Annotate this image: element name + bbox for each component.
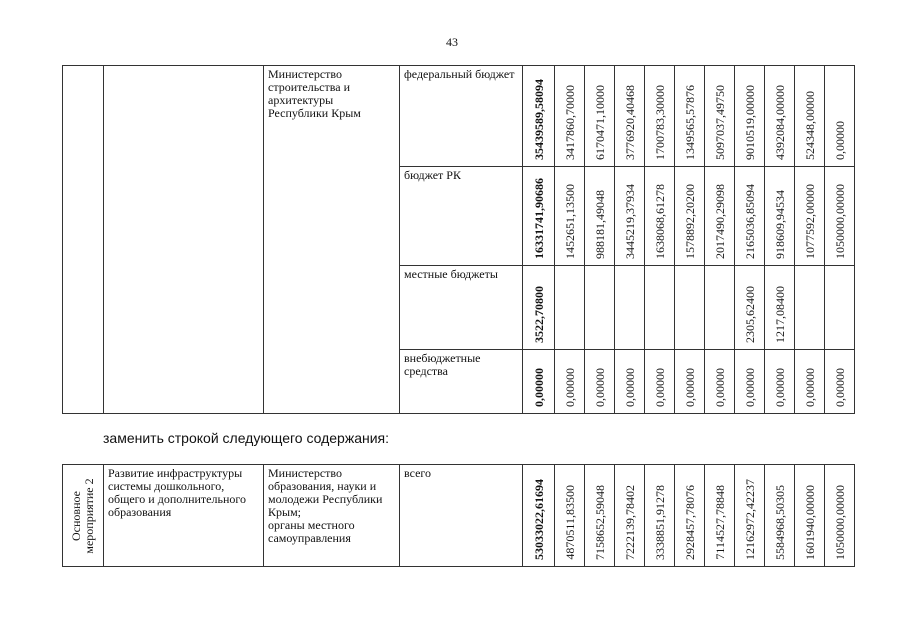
budget-table-original	[62, 65, 855, 414]
description-text: Развитие инфраструктуры системы дошкольного, общего и дополнительного образования	[108, 466, 246, 519]
year-value: 6170471,10000	[592, 85, 607, 160]
budget-table-replacement	[62, 464, 855, 567]
value-cell	[675, 266, 705, 350]
source-label: местные бюджеты	[404, 267, 498, 281]
source-cell	[400, 266, 523, 350]
value-cell	[795, 167, 825, 266]
year-value: 1700783,30000	[652, 85, 667, 160]
total-value: 0,00000	[531, 368, 546, 407]
value-cell	[585, 266, 615, 350]
year-value: 7222139,78402	[622, 485, 637, 560]
value-cell	[523, 167, 555, 266]
value-cell	[615, 266, 645, 350]
source-cell	[400, 66, 523, 167]
value-cell	[615, 465, 645, 567]
year-value: 3445219,37934	[622, 184, 637, 259]
ministry-line2: органы местного самоуправления	[268, 518, 355, 545]
value-cell	[645, 66, 675, 167]
year-value: 0,00000	[562, 368, 577, 407]
year-value: 2305,62400	[742, 286, 757, 343]
year-value: 4870511,83500	[562, 485, 577, 560]
year-value: 5097037,49750	[712, 85, 727, 160]
value-cell	[825, 167, 855, 266]
description-cell	[104, 465, 264, 567]
value-cell	[765, 465, 795, 567]
source-label: всего	[404, 466, 432, 480]
value-cell	[555, 350, 585, 414]
value-cell	[675, 66, 705, 167]
value-cell	[645, 465, 675, 567]
year-value: 1217,08400	[772, 286, 787, 343]
year-value: 0,00000	[772, 368, 787, 407]
value-cell	[523, 66, 555, 167]
value-cell	[735, 266, 765, 350]
ministry-line1: Министерство образования, науки и молодежи Республики Крым;	[268, 466, 383, 519]
value-cell	[645, 266, 675, 350]
year-value: 2928457,78076	[682, 485, 697, 560]
value-cell	[825, 350, 855, 414]
year-value: 1638068,61278	[652, 184, 667, 259]
source-cell	[400, 167, 523, 266]
year-value: 0,00000	[592, 368, 607, 407]
value-cell	[795, 266, 825, 350]
empty-description-cell	[104, 66, 264, 414]
year-value: 2017490,29098	[712, 184, 727, 259]
total-value: 3522,70800	[531, 286, 546, 343]
source-cell	[400, 465, 523, 567]
value-cell	[825, 465, 855, 567]
year-value: 1601940,00000	[802, 485, 817, 560]
year-value: 4392084,00000	[772, 85, 787, 160]
total-value: 53033022,61694	[531, 479, 546, 560]
value-cell	[705, 66, 735, 167]
year-value: 1452651,13500	[562, 184, 577, 259]
year-value: 2165036,85094	[742, 184, 757, 259]
total-value: 35439589,58094	[531, 79, 546, 160]
year-value: 0,00000	[802, 368, 817, 407]
year-value: 0,00000	[832, 121, 847, 160]
measure-label	[70, 478, 96, 553]
value-cell	[585, 167, 615, 266]
year-value: 5584968,50305	[772, 485, 787, 560]
value-cell	[585, 66, 615, 167]
year-value: 0,00000	[622, 368, 637, 407]
value-cell	[555, 266, 585, 350]
value-cell	[555, 66, 585, 167]
value-cell	[765, 266, 795, 350]
value-cell	[735, 66, 765, 167]
value-cell	[615, 66, 645, 167]
value-cell	[555, 465, 585, 567]
value-cell	[735, 350, 765, 414]
value-cell	[705, 266, 735, 350]
measure-label-line1: Основное	[69, 490, 83, 541]
year-value: 3776920,40468	[622, 85, 637, 160]
value-cell	[615, 350, 645, 414]
year-value: 3417860,70000	[562, 85, 577, 160]
year-value: 0,00000	[742, 368, 757, 407]
source-label: федеральный бюджет	[404, 67, 515, 81]
year-value: 0,00000	[832, 368, 847, 407]
measure-label-line2: мероприятие 2	[82, 477, 96, 554]
ministry-text	[264, 465, 399, 547]
page-number: 43	[446, 35, 458, 49]
value-cell	[795, 66, 825, 167]
value-cell	[645, 167, 675, 266]
ministry-cell	[264, 465, 400, 567]
year-value: 12162972,42237	[742, 479, 757, 560]
empty-label-cell	[63, 66, 104, 414]
year-value: 0,00000	[652, 368, 667, 407]
year-value: 0,00000	[682, 368, 697, 407]
value-cell	[615, 167, 645, 266]
value-cell	[585, 465, 615, 567]
ministry-text: Министерство строительства и архитектуры Республики Крым	[268, 67, 361, 120]
value-cell	[735, 167, 765, 266]
ministry-cell	[264, 66, 400, 414]
value-cell	[705, 350, 735, 414]
value-cell	[795, 350, 825, 414]
year-value: 918609,94534	[772, 190, 787, 259]
value-cell	[705, 167, 735, 266]
value-cell	[523, 465, 555, 567]
value-cell	[523, 266, 555, 350]
value-cell	[765, 350, 795, 414]
value-cell	[765, 167, 795, 266]
value-cell	[585, 350, 615, 414]
value-cell	[795, 465, 825, 567]
value-cell	[645, 350, 675, 414]
year-value: 9010519,00000	[742, 85, 757, 160]
year-value: 0,00000	[712, 368, 727, 407]
value-cell	[765, 66, 795, 167]
value-cell	[555, 167, 585, 266]
value-cell	[825, 266, 855, 350]
year-value: 7114527,78848	[712, 485, 727, 560]
value-cell	[675, 465, 705, 567]
value-cell	[825, 66, 855, 167]
source-label: внебюджетные средства	[404, 351, 481, 378]
year-value: 988181,49048	[592, 190, 607, 259]
source-label: бюджет РК	[404, 168, 461, 182]
year-value: 1349565,57876	[682, 85, 697, 160]
total-value: 16331741,90686	[531, 178, 546, 259]
source-cell	[400, 350, 523, 414]
value-cell	[735, 465, 765, 567]
year-value: 1578892,20200	[682, 184, 697, 259]
value-cell	[675, 350, 705, 414]
value-cell	[523, 350, 555, 414]
year-value: 3338851,91278	[652, 485, 667, 560]
measure-label-cell	[63, 465, 104, 567]
year-value: 1077592,00000	[802, 184, 817, 259]
value-cell	[705, 465, 735, 567]
year-value: 7158652,59048	[592, 485, 607, 560]
year-value: 1050000,00000	[832, 485, 847, 560]
year-value: 1050000,00000	[832, 184, 847, 259]
replace-instruction: заменить строкой следующего содержания:	[103, 430, 390, 446]
value-cell	[675, 167, 705, 266]
year-value: 524348,00000	[802, 91, 817, 160]
